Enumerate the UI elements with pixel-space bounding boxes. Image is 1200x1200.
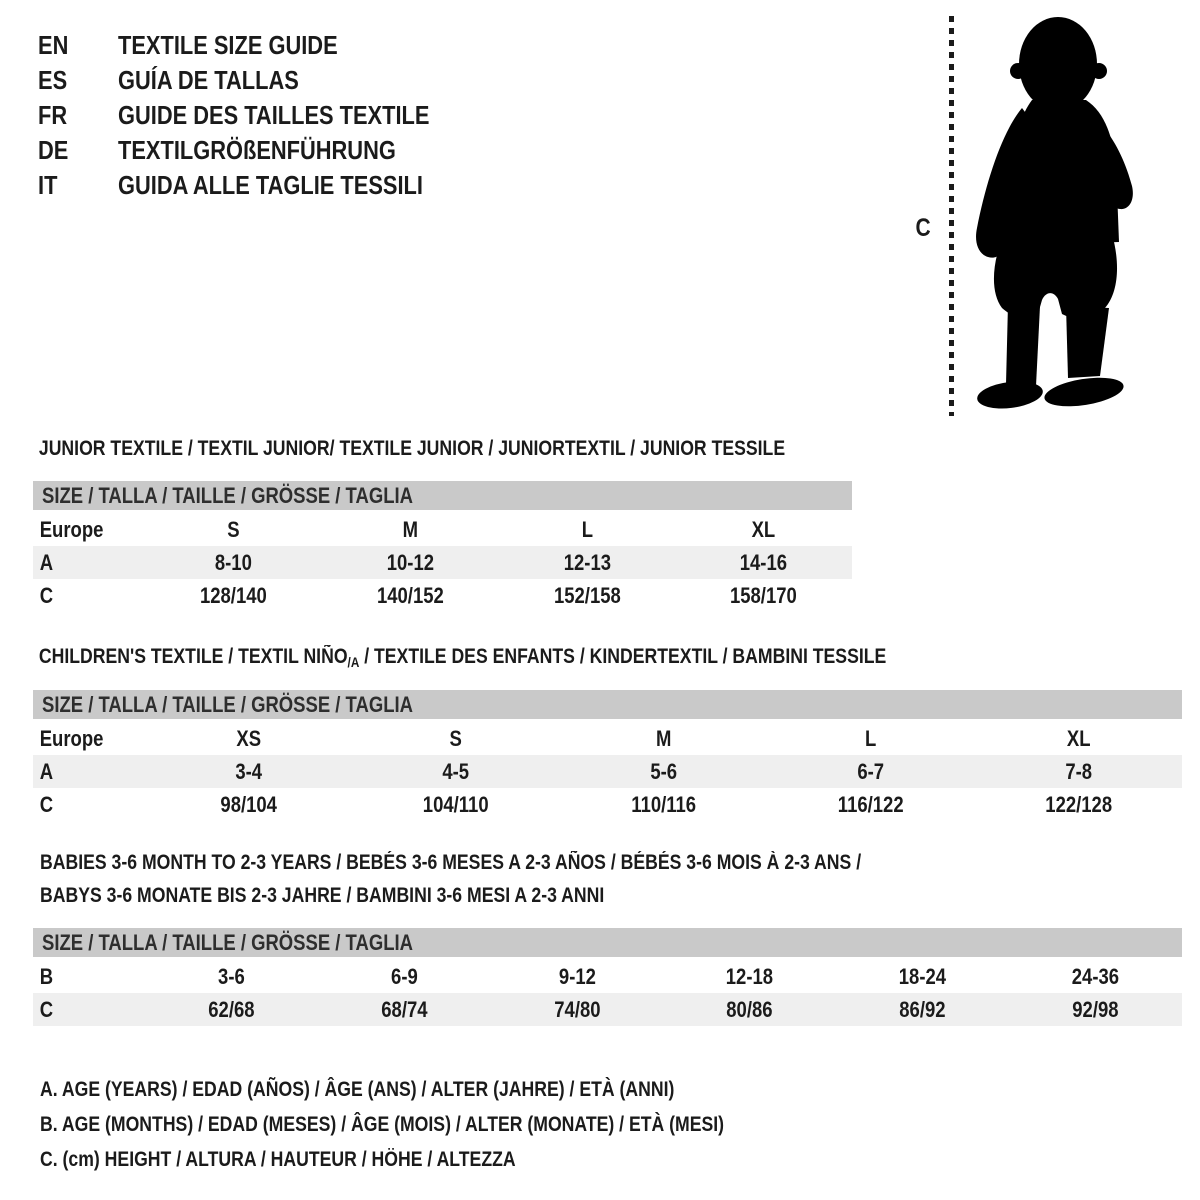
height-cell: 110/116 [631, 792, 696, 817]
babies-section-title [33, 846, 1182, 912]
size-header-bar [33, 928, 1182, 957]
row-europe [33, 513, 852, 546]
age-cell: 9-12 [558, 964, 596, 989]
age-cell: 24-36 [1071, 964, 1120, 989]
language-row-en [38, 30, 489, 65]
age-cell: 10-12 [386, 550, 434, 575]
row-c [33, 579, 852, 612]
height-measure-line [949, 16, 954, 416]
size-header-bar [33, 481, 852, 510]
height-cell: 158/170 [730, 583, 798, 608]
babies-title-line2: BABYS 3-6 MONATE BIS 2-3 JAHRE / BAMBINI 3-6 MESI A 2-3 ANNI [40, 884, 605, 907]
size-cell: M [402, 517, 418, 542]
height-cell: 80/86 [726, 997, 774, 1022]
size-cell: XL [751, 517, 776, 542]
age-cell: 3-6 [218, 964, 245, 989]
height-cell: 62/68 [208, 997, 255, 1022]
size-header-text: SIZE / TALLA / TAILLE / GRÖSSE / TAGLIA [42, 930, 413, 955]
children-section [33, 645, 1182, 821]
babies-section [33, 846, 1182, 1026]
language-title: GUÍA DE TALLAS [118, 65, 299, 95]
language-code: IT [38, 170, 58, 200]
row-label: B [39, 964, 54, 989]
junior-section-title: JUNIOR TEXTILE / TEXTIL JUNIOR/ TEXTILE JUNIOR / JUNIORTEXTIL / JUNIOR TESSILE [38, 437, 786, 460]
size-cell: M [655, 726, 672, 751]
size-cell: XL [1066, 726, 1091, 751]
height-cell: 104/110 [423, 792, 490, 817]
size-cell: L [865, 726, 877, 751]
size-cell: S [449, 726, 463, 751]
babies-title-line1: BABIES 3-6 MONTH TO 2-3 YEARS / BEBÉS 3-6 MESES A 2-3 AÑOS / BÉBÉS 3-6 MOIS À 2-3 ANS / [40, 851, 862, 874]
junior-section [33, 437, 852, 612]
height-cell: 128/140 [199, 583, 267, 608]
age-cell: 6-9 [390, 964, 418, 989]
language-code: EN [38, 30, 69, 60]
size-header-bar [33, 690, 1182, 719]
language-title: GUIDA ALLE TAGLIE TESSILI [118, 170, 423, 200]
row-c [33, 788, 1182, 821]
height-cell: 98/104 [220, 792, 277, 817]
language-title: GUIDE DES TAILLES TEXTILE [118, 100, 430, 130]
row-label: Europe [39, 726, 104, 751]
row-label: C [39, 997, 54, 1022]
language-title-list [38, 30, 489, 205]
language-code: ES [38, 65, 68, 95]
age-cell: 6-7 [857, 759, 885, 784]
language-title: TEXTILGRÖßENFÜHRUNG [118, 135, 396, 165]
age-cell: 7-8 [1064, 759, 1092, 784]
age-cell: 12-18 [726, 964, 774, 989]
age-cell: 14-16 [739, 550, 788, 575]
language-row-fr [38, 100, 489, 135]
baby-silhouette-icon [968, 14, 1140, 418]
legend-age-years: A. AGE (YEARS) / EDAD (AÑOS) / ÂGE (ANS) / ALTER (JAHRE) / ETÀ (ANNI) [40, 1078, 675, 1101]
row-a [33, 546, 852, 579]
age-cell: 12-13 [563, 550, 611, 575]
language-row-de [38, 135, 489, 170]
height-cell: 122/128 [1044, 792, 1112, 817]
size-cell: L [581, 517, 593, 542]
legend [40, 1072, 1200, 1177]
row-label: A [39, 759, 54, 784]
language-row-es [38, 65, 489, 100]
row-label: C [39, 583, 54, 608]
height-cell: 86/92 [899, 997, 946, 1022]
row-label: Europe [39, 517, 104, 542]
row-label: C [39, 792, 54, 817]
language-code: FR [38, 100, 68, 130]
height-measure-label: C [915, 214, 931, 242]
age-cell: 18-24 [899, 964, 947, 989]
height-cell: 74/80 [553, 997, 601, 1022]
size-cell: S [227, 517, 240, 542]
language-row-it [38, 170, 489, 205]
children-title-sub: /A [347, 654, 360, 670]
children-section-title [33, 645, 886, 669]
language-title: TEXTILE SIZE GUIDE [118, 30, 338, 60]
age-cell: 5-6 [650, 759, 677, 784]
age-cell: 4-5 [442, 759, 470, 784]
language-code: DE [38, 135, 69, 165]
height-cell: 116/122 [838, 792, 904, 817]
size-cell: XS [236, 726, 262, 751]
height-cell: 68/74 [381, 997, 428, 1022]
children-title-pre: CHILDREN'S TEXTILE / TEXTIL NIÑO [38, 645, 348, 668]
size-header-text: SIZE / TALLA / TAILLE / GRÖSSE / TAGLIA [42, 692, 413, 717]
height-cell: 92/98 [1072, 997, 1119, 1022]
height-cell: 152/158 [553, 583, 621, 608]
row-b [33, 960, 1182, 993]
row-c [33, 993, 1182, 1026]
legend-height-cm: C. (cm) HEIGHT / ALTURA / HAUTEUR / HÖHE / ALTEZZA [40, 1148, 516, 1171]
row-europe [33, 722, 1182, 755]
legend-age-months: B. AGE (MONTHS) / EDAD (MESES) / ÂGE (MOIS) / ALTER (MONATE) / ETÀ (MESI) [40, 1113, 725, 1136]
row-label: A [39, 550, 54, 575]
height-cell: 140/152 [376, 583, 444, 608]
age-cell: 3-4 [235, 759, 263, 784]
size-header-text: SIZE / TALLA / TAILLE / GRÖSSE / TAGLIA [42, 483, 413, 508]
children-title-post: / TEXTILE DES ENFANTS / KINDERTEXTIL / BAMBINI TESSILE [359, 645, 887, 668]
age-cell: 8-10 [214, 550, 252, 575]
row-a [33, 755, 1182, 788]
